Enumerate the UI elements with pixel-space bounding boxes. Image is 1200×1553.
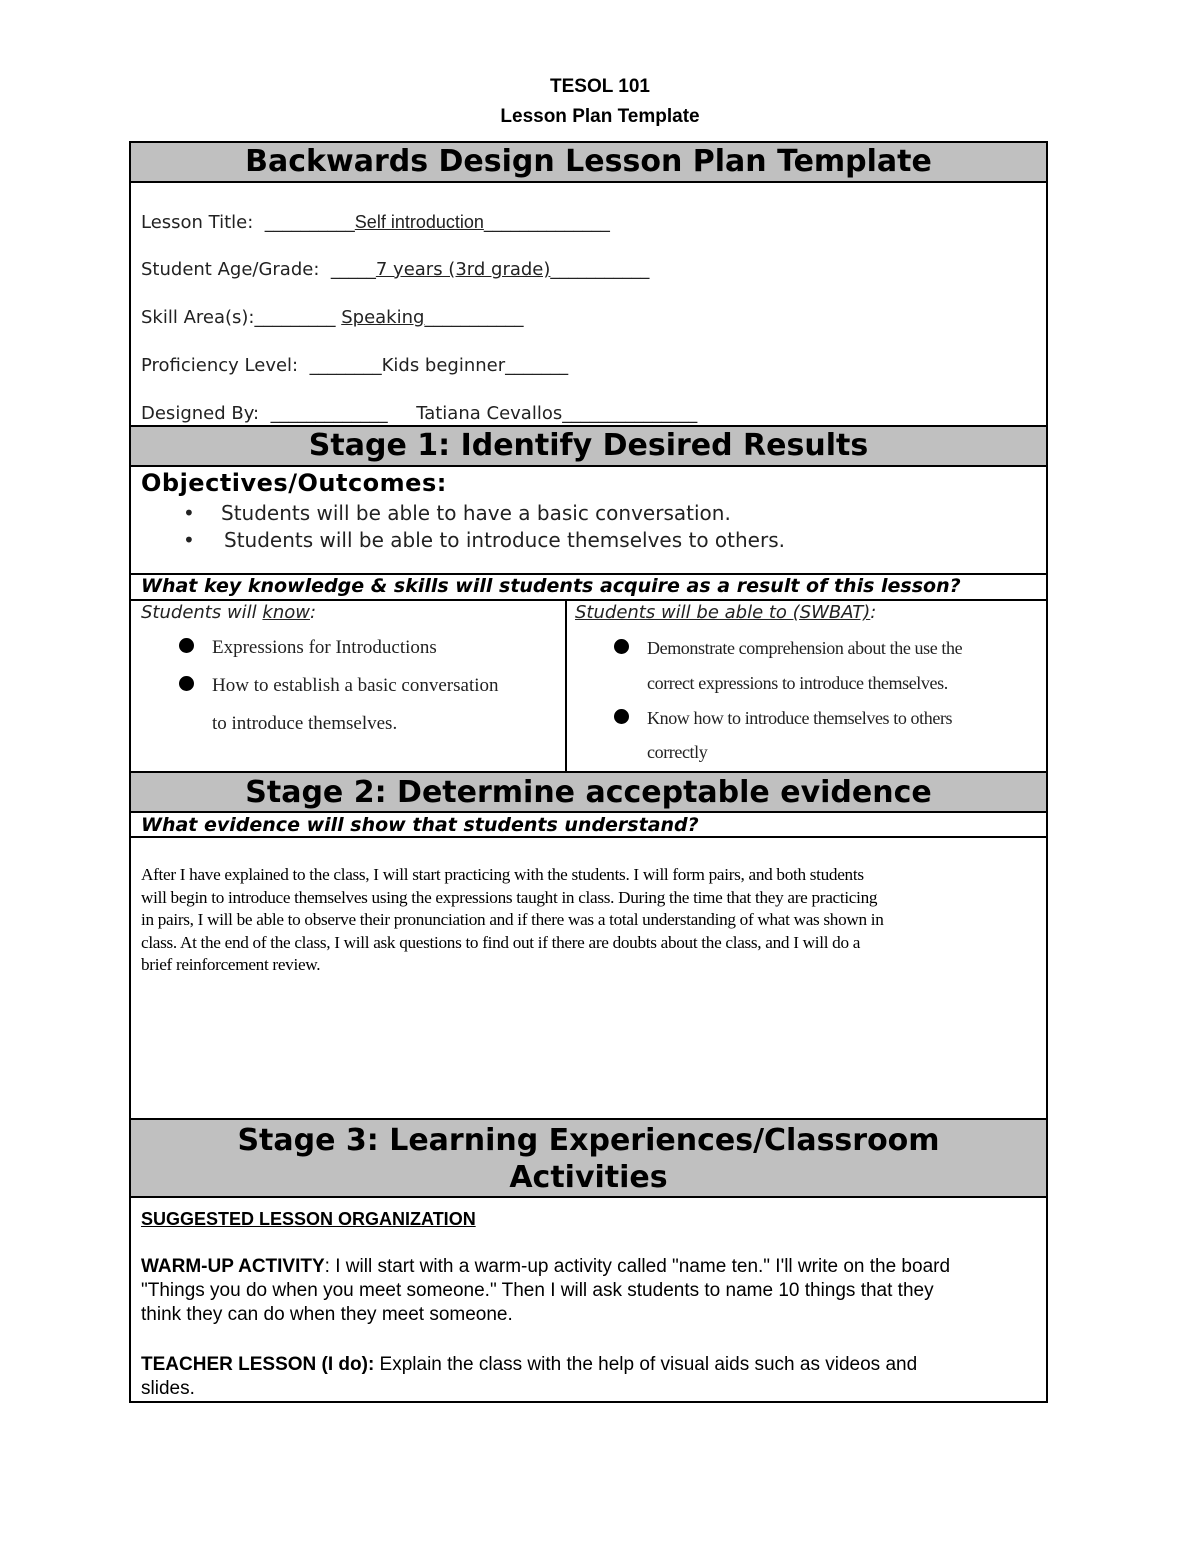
teacher-lesson: TEACHER LESSON (I do): Explain the class with the help of visual aids such as videos and slides. xyxy=(141,1354,918,1399)
stage3-title-line1: Stage 3: Learning Experiences/Classroom xyxy=(237,1123,940,1158)
stage2-band xyxy=(131,771,1046,813)
proficiency-label: Proficiency Level: xyxy=(141,355,299,376)
document-header xyxy=(0,72,1200,132)
divider xyxy=(131,599,1046,601)
objective-item: • Students will be able to introduce themselves to others. xyxy=(183,528,785,552)
age-grade-label: Student Age/Grade: xyxy=(141,259,320,280)
lesson-plan-frame xyxy=(129,141,1048,1403)
know-item-continuation: to introduce themselves. xyxy=(212,713,398,734)
objective-item: • Students will be able to have a basic conversation. xyxy=(183,501,731,525)
warmup-label: WARM-UP ACTIVITY xyxy=(141,1256,325,1277)
evidence-question: What evidence will show that students understand? xyxy=(141,814,699,836)
evidence-text: After I have explained to the class, I will start practicing with the students. I will form pairs, and both students will begin to introduce themselves using the expressions taught in class. During the time that they are practicing in pairs, I will be able to observe their pronunciation and if there was a total understanding of what was shown in class. At the end of the class, I will ask questions to find out if there are doubts about the class, and I will do a brief reinforcement review. xyxy=(141,865,884,974)
lesson-title-value: Self introduction xyxy=(354,212,484,232)
column-divider xyxy=(565,599,567,771)
designed-by-field: Designed By: _____________ Tatiana Cevallos_______________ xyxy=(141,403,698,424)
students-will-know-heading: Students will know: xyxy=(141,602,317,623)
stage3-band xyxy=(131,1118,1046,1198)
proficiency-field: Proficiency Level: ________Kids beginner_______ xyxy=(141,355,569,376)
divider xyxy=(131,836,1046,838)
know-item: Expressions for Introductions xyxy=(179,637,437,659)
lesson-title-label: Lesson Title: xyxy=(141,212,254,233)
designed-by-label: Designed By: xyxy=(141,403,260,424)
skill-area-label: Skill Area(s): xyxy=(141,307,255,328)
document-subtitle: Lesson Plan Template xyxy=(500,106,700,127)
age-grade-field: Student Age/Grade: _____7 years (3rd grade)___________ xyxy=(141,259,650,280)
designed-by-value: Tatiana Cevallos xyxy=(416,403,563,424)
warmup-activity: WARM-UP ACTIVITY: I will start with a warm-up activity called "name ten." I'll write on the board "Things you do when you meet someone." Then I will ask students to name 10 things that they think they can do when they meet someone. xyxy=(141,1256,951,1325)
bullet-icon xyxy=(614,709,629,724)
bullet-icon xyxy=(179,638,194,653)
swbat-item-continuation: correctly xyxy=(647,742,708,762)
stage1-title: Stage 1: Identify Desired Results xyxy=(308,428,869,463)
objectives-heading: Objectives/Outcomes: xyxy=(141,469,447,497)
stage3-title-line2: Activities xyxy=(509,1160,668,1195)
template-title-band xyxy=(131,141,1046,183)
template-title: Backwards Design Lesson Plan Template xyxy=(245,144,932,179)
age-grade-value: 7 years (3rd grade) xyxy=(375,259,551,280)
skill-area-field: Skill Area(s):_________ Speaking___________ xyxy=(141,307,524,328)
proficiency-value: Kids beginner xyxy=(381,355,506,376)
swbat-heading: Students will be able to (SWBAT): xyxy=(575,602,877,623)
teacher-lesson-label: TEACHER LESSON (I do): xyxy=(141,1354,375,1375)
stage1-band xyxy=(131,425,1046,467)
lesson-organization-heading: SUGGESTED LESSON ORGANIZATION xyxy=(141,1209,476,1229)
skill-area-value: Speaking xyxy=(341,307,425,328)
stage2-title: Stage 2: Determine acceptable evidence xyxy=(245,775,932,810)
lesson-title-field: Lesson Title: __________Self introduction______________ xyxy=(141,212,610,233)
swbat-item: Know how to introduce themselves to others xyxy=(614,708,952,729)
bullet-icon xyxy=(614,639,629,654)
key-knowledge-question: What key knowledge & skills will students acquire as a result of this lesson? xyxy=(141,575,961,597)
course-title: TESOL 101 xyxy=(550,76,650,97)
swbat-item-continuation: correct expressions to introduce themselves. xyxy=(647,673,948,693)
swbat-item: Demonstrate comprehension about the use the xyxy=(614,638,962,659)
bullet-icon xyxy=(179,676,194,691)
know-item: How to establish a basic conversation xyxy=(179,675,499,697)
